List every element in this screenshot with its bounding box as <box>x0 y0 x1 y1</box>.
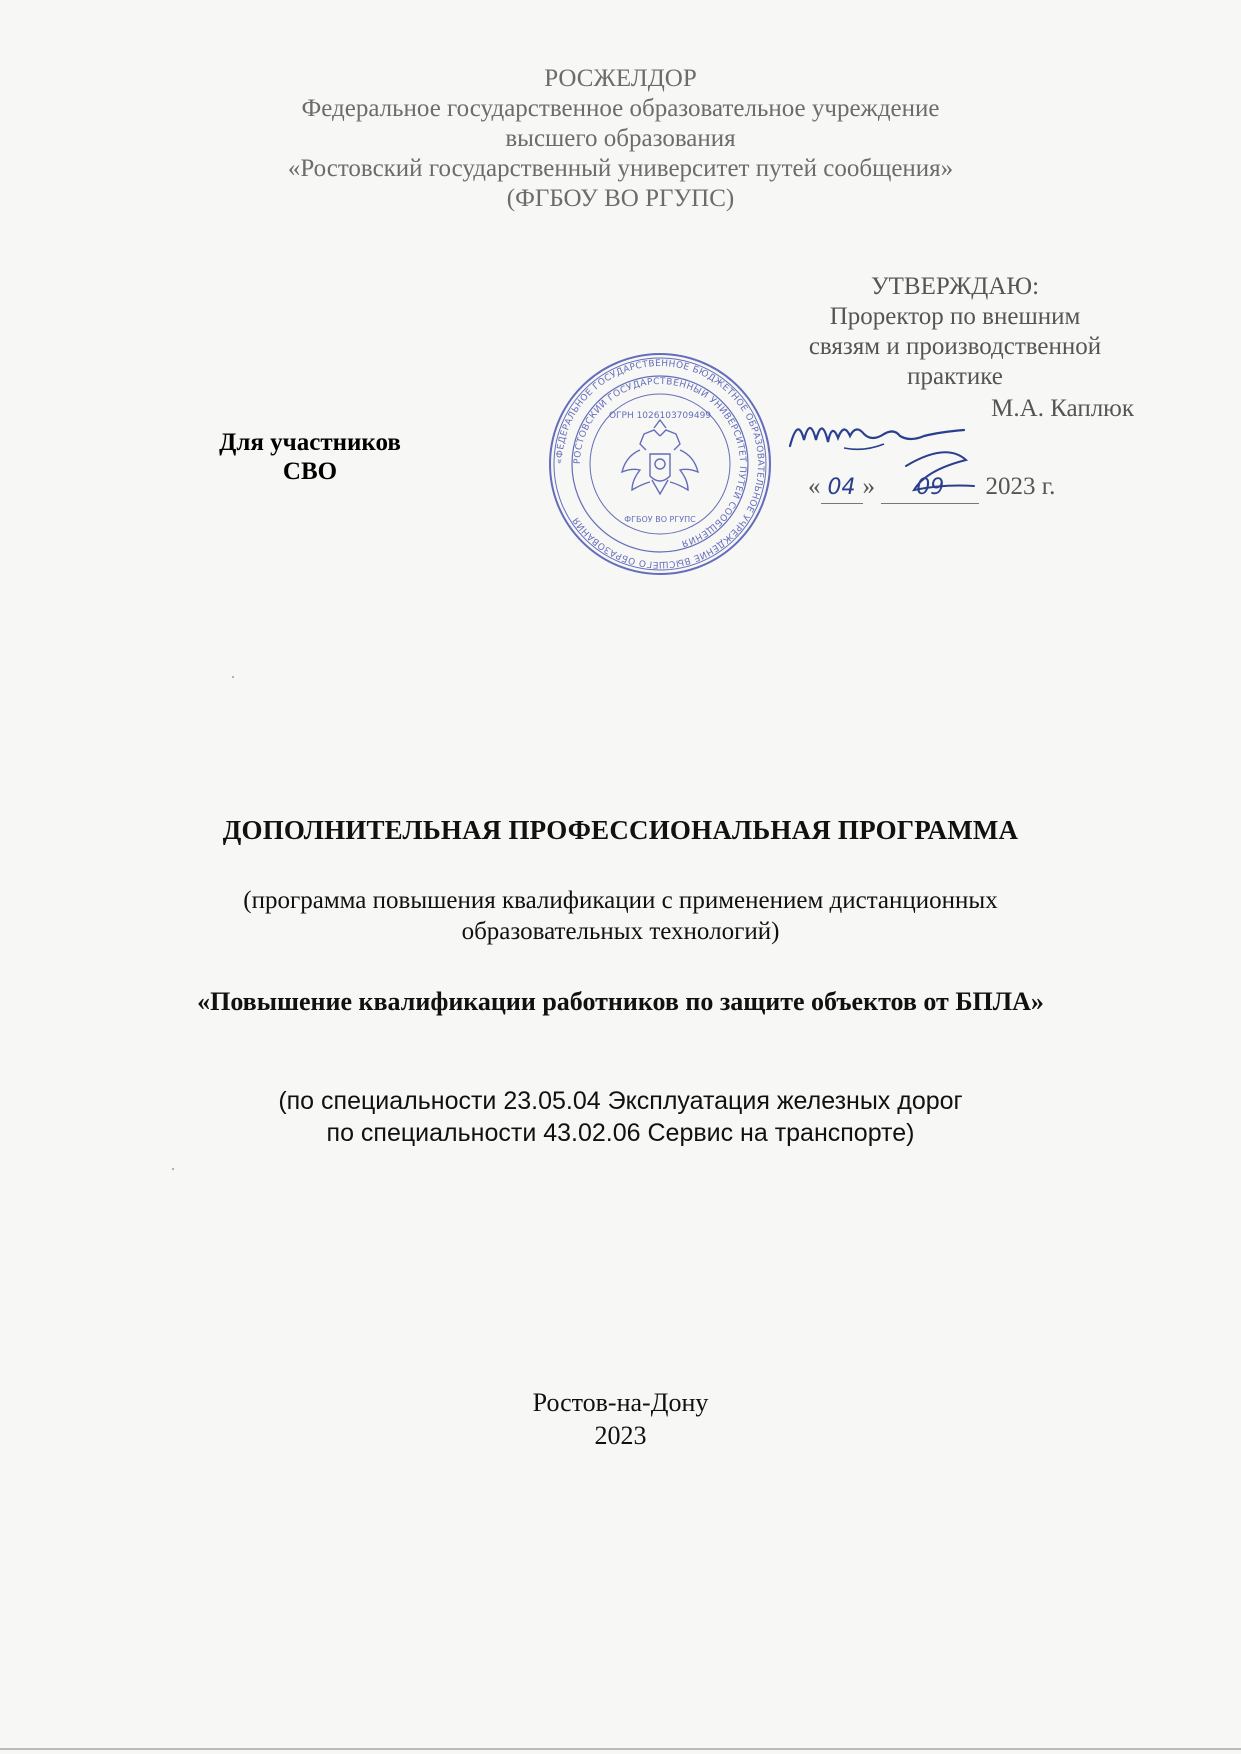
stamp-abbr: ФГБОУ ВО РГУПС <box>624 515 696 524</box>
stamp-ogrn: ОГРН 1026103709499 <box>608 411 712 421</box>
scan-edge <box>0 1748 1241 1750</box>
official-stamp <box>546 350 774 578</box>
scan-speck <box>232 676 234 678</box>
approval-block <box>770 272 1140 424</box>
approval-signer: М.А. Каплюк <box>991 395 1134 422</box>
subtitle-line-1: (программа повышения квалификации с применением дистанционных <box>243 887 998 914</box>
approval-position-3: практике <box>907 363 1003 390</box>
date-month: 09 <box>881 473 979 504</box>
program-subtitle <box>0 885 1241 947</box>
svg-text:«ФЕДЕРАЛЬНОЕ ГОСУДАРСТВЕННОЕ Б <box>555 359 765 569</box>
header-org: РОСЖЕЛДОР <box>544 65 697 92</box>
stamp-inner-text: РОСТОВСКИЙ ГОСУДАРСТВЕННЫЙ УНИВЕРСИТЕТ ПУТЕЙ СООБЩЕНИЯ <box>572 376 748 549</box>
date-close-quote: » <box>862 473 875 500</box>
program-specialities <box>0 1085 1241 1149</box>
date-day: 04 <box>821 473 863 504</box>
institution-header <box>0 64 1241 214</box>
footer-year: 2023 <box>594 1421 647 1450</box>
date-suffix: г. <box>1041 473 1056 500</box>
spec-line-2: по специальности 43.02.06 Сервис на транспорте) <box>326 1119 915 1147</box>
note-line-1: Для участников <box>219 429 401 456</box>
program-title: ДОПОЛНИТЕЛЬНАЯ ПРОФЕССИОНАЛЬНАЯ ПРОГРАММА <box>222 815 1019 845</box>
stamp-outer-text: «ФЕДЕРАЛЬНОЕ ГОСУДАРСТВЕННОЕ БЮДЖЕТНОЕ ОБРАЗОВАТЕЛЬНОЕ УЧРЕЖДЕНИЕ ВЫСШЕГО ОБРАЗОВАНИЯ <box>554 358 766 570</box>
date-open-quote: « <box>808 473 821 500</box>
header-line-1: Федеральное государственное образовательное учреждение <box>301 95 940 122</box>
spec-line-1: (по специальности 23.05.04 Эксплуатация железных дорог <box>278 1087 963 1115</box>
header-line-4: (ФГБОУ ВО РГУПС) <box>506 185 735 212</box>
footer-place-year <box>0 1386 1241 1452</box>
date-year: 2023 <box>985 473 1036 500</box>
approval-heading: УТВЕРЖДАЮ: <box>870 273 1040 300</box>
coat-of-arms-icon <box>622 420 698 494</box>
note-line-2: СВО <box>282 458 338 485</box>
approval-position-2: связям и производственной <box>808 333 1102 360</box>
header-line-3: «Ростовский государственный университет путей сообщения» <box>287 155 954 182</box>
footer-city: Ростов-на-Дону <box>532 1388 709 1417</box>
header-line-2: высшего образования <box>505 125 736 152</box>
program-name: «Повышение квалификации работников по защите объектов от БПЛА» <box>197 987 1044 1016</box>
subtitle-line-2: образовательных технологий) <box>461 918 780 945</box>
scan-speck <box>172 1168 174 1170</box>
participants-note <box>180 428 440 486</box>
date-flourish-icon <box>898 446 1008 508</box>
approval-position-1: Проректор по внешним <box>829 303 1081 330</box>
